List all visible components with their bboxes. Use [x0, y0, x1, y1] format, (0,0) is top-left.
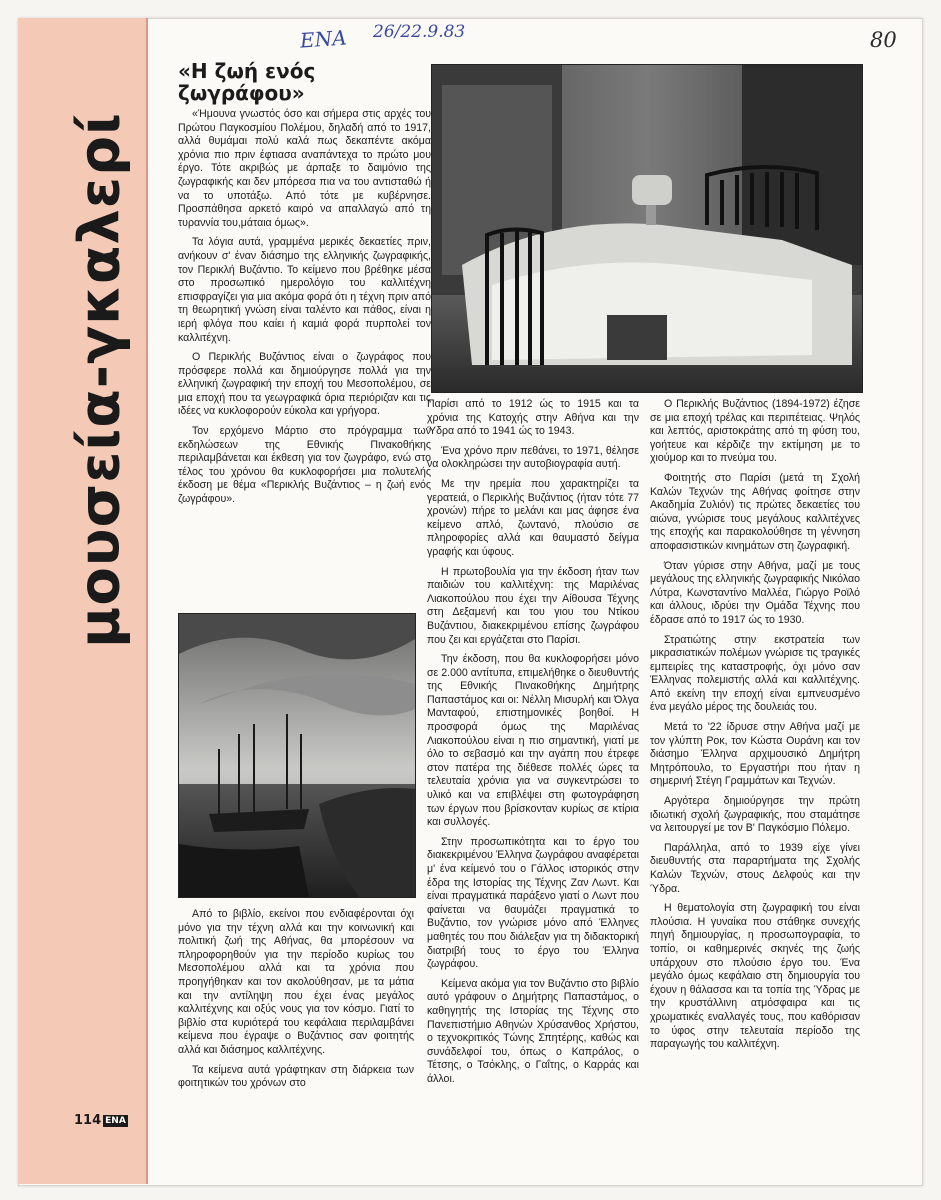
- paragraph: Ο Περικλής Βυζάντιος (1894-1972) έζησε σε μια εποχή τρέλας και περιπέτειας. Ψηλός και λεπτός, αριστοκράτης από τη φύση του, γοήτευε και κέρδιζε την εκτίμηση με το χιούμορ και το πνεύμα του.: [650, 398, 860, 465]
- footer-logo: ΕΝΑ: [105, 1116, 126, 1126]
- column-3: [650, 398, 860, 1058]
- column-1-top: [178, 108, 431, 513]
- paragraph: Η πρωτοβουλία για την έκδοση ήταν των παιδιών του καλλιτέχνη: της Μαριλένας Λιακοπούλου που έχει την Αίθουσα Τέχνης στη Δεξαμενή και του γιου του Ντίκου Βυζάντιου, διακεκριμένου επίσης ζωγράφου που ζει και εργάζεται στο Παρίσι.: [427, 565, 639, 646]
- paragraph: Τα κείμενα αυτά γράφτηκαν στη διάρκεια των φοιτητικών του χρόνων στο: [178, 1063, 414, 1090]
- paragraph: Ο Περικλής Βυζάντιος είναι ο ζωγράφος που πρόσφερε πολλά και δημιούργησε πολλά για την ελληνική ζωγραφική την εποχή του Μεσοπολέμου, σε μια εποχή που τα γεωγραφικά όρια περιόριζαν και τις ιδέες να κυκλοφορούν εύκολα και γρήγορα.: [178, 351, 431, 418]
- paragraph: Αργότερα δημιούργησε την πρώτη ιδιωτική σχολή ζωγραφικής, που σταμάτησε να λειτουργεί με τον Β' Παγκόσμιο Πόλεμο.: [650, 795, 860, 835]
- paragraph: Στην προσωπικότητα και το έργο του διακεκριμένου Έλληνα ζωγράφου αναφέρεται μ' ένα κείμενό του ο Γάλλος ιστορικός στην έδρα της Ιστορίας της Τέχνης Ζαν Λωντ. Και είναι πραγματικά παράξενο γιατί ο Λωντ που φαίνεται να θαυμάζει πραγματικά το Βυζάντιο, τον γνώρισε μόνο από Έλληνες μαθητές του που διάλεξαν για τη διδακτορική διατριβή τους το έργο του Έλληνα ζωγράφου.: [427, 835, 639, 971]
- paragraph: Φοιτητής στο Παρίσι (μετά τη Σχολή Καλών Τεχνών της Αθήνας φοίτησε στην Ακαδημία Ζυλιόν) τις πρώτες δεκαετίες του αιώνα, γνώρισε τους μεγάλους καλλιτέχνες της εποχής και παρακολούθησε τη γέννηση αποφασιστικών κινημάτων στη ζωγραφική.: [650, 471, 860, 552]
- paragraph: Με την ηρεμία που χαρακτηρίζει τα γερατειά, ο Περικλής Βυζάντιος (ήταν τότε 77 χρονών) πήρε το μελάνι και μας άφησε ένα κείμενο απλό, ζωντανό, πλούσιο σε πληροφορίες αλλά και θαυμαστό δείγμα γραφής και ύφους.: [427, 477, 639, 558]
- strip-divider: [146, 18, 148, 1184]
- paragraph: Παράλληλα, από το 1939 είχε γίνει διευθυντής στα παραρτήματα της Σχολής Καλών Τεχνών, στους Δελφούς και την Ύδρα.: [650, 841, 860, 895]
- paragraph: Τον ερχόμενο Μάρτιο στο πρόγραμμα των εκδηλώσεων της Εθνικής Πινακοθήκης περιλαμβάνεται και έκθεση για τον ζωγράφο, ενώ στο τέλος του χρόνου θα κυκλοφορήσει μια πολυτελής έκδοση με θέμα «Περικλής Βυζάντιος – η ζωή ενός ζωγράφου».: [178, 425, 431, 506]
- bedroom-painting-icon: [432, 65, 862, 392]
- harbor-painting-icon: [179, 614, 415, 897]
- page-footer: [74, 1113, 128, 1128]
- column-1-bottom: [178, 908, 414, 1097]
- paragraph: Παρίσι από το 1912 ώς το 1915 και τα χρόνια της Κατοχής στην Αθήνα και την Ύδρα από το 1941 ώς το 1943.: [427, 398, 639, 438]
- handwritten-date-note: 26/22.9.83: [373, 22, 466, 42]
- paragraph: Από το βιβλίο, εκείνοι που ενδιαφέρονται όχι μόνο για την τέχνη αλλά και την κοινωνική και πολιτική ζωή της Αθήνας, θα μπορέσουν να πληροφορηθούν για την περίοδο κυρίως του Μεσοπολέμου αλλά και τα χρόνια που προηγήθηκαν και τον ακολούθησαν, με τα μάτια και την αντίληψη που έχει ένας μεγάλος καλλιτέχνης και οξύς νους για τον κόσμο. Γιατί το βιβλίο στα κυριότερά του κεφάλαια περιλαμβάνει κείμενα που έγραψε ο Βυζάντιος σαν φοιτητής αλλά και διάσημος καλλιτέχνης.: [178, 908, 414, 1056]
- paragraph: Την έκδοση, που θα κυκλοφορήσει μόνο σε 2.000 αντίτυπα, επιμελήθηκε ο διευθυντής της Εθνικής Πινακοθήκης Δημήτρης Παπαστάμος και οι: Νέλλη Μισυρλή και Όλγα Μανταφού, επιστημονικές βοηθοί. Η προσφορά όμως της Μαριλένας Λιακοπούλου είναι η πιο σημαντική, γιατί με όλο το σεβασμό και την αγάπη που έτρεφε στον πατέρα της διέθεσε πολλές ώρες τα τελευταία χρόνια για να συγκεντρώσει το υλικό και να επιβλέψει στη φωτογράφηση των έργων που βρίσκονταν κυρίως σε κτίρια και συλλογές.: [427, 653, 639, 829]
- paragraph: Η θεματολογία στη ζωγραφική του είναι πλούσια. Η γυναίκα που στάθηκε συνεχής πηγή δημιουργίας, η προσωπογραφία, το τοπίο, οι καθημερινές σκηνές της ζωής υπάρχουν στο πλούσιο έργο του. Ένα μεγάλο όμως κεφάλαιο στη δημιουργία του έχουν η θάλασσα και τα τοπία της Ύδρας με την κρυστάλλινη ατμόσφαιρα και τις χρωματικές εναλλαγές τους, που καθόρισαν το ύφος στην τελευταία περίοδο της παραγωγής του καλλιτέχνη.: [650, 902, 860, 1051]
- paragraph: Μετά το '22 ίδρυσε στην Αθήνα μαζί με τον γλύπτη Ροκ, τον Κώστα Ουράνη και τον διάσημο Έλληνα αρχιμουσικό Δημήτρη Μητρόπουλο, το Εργαστήρι που ήταν η σημερινή Στέγη Γραμμάτων και Τεχνών.: [650, 721, 860, 788]
- handwritten-magazine-note: ΕΝΑ: [299, 25, 348, 53]
- article-headline: «Η ζωή ενός ζωγράφου»: [178, 59, 316, 105]
- bedroom-painting-photo: [431, 64, 863, 393]
- section-title-text: μουσεία-γκαλερί: [67, 112, 133, 648]
- paragraph: Τα λόγια αυτά, γραμμένα μερικές δεκαετίες πριν, ανήκουν σ' έναν διάσημο της ελληνικής ζωγραφικής, τον Περικλή Βυζάντιο. Το κείμενο που βρέθηκε μέσα στο προσωπικό ημερολόγιο του καλλιτέχνη επισφραγίζει για μια ακόμα φορά ότι η τέχνη πριν από τη θεωρητική γνώση είναι ταλέντο και πάθος, είναι η ιερή φλόγα που καίει ή καμιά φορά πυρπολεί τον καλλιτέχνη.: [178, 236, 431, 344]
- harbor-painting-photo: [178, 613, 416, 898]
- footer-page-number: 114: [74, 1113, 102, 1128]
- paragraph: «Ήμουνα γνωστός όσο και σήμερα στις αρχές του Πρώτου Παγκοσμίου Πολέμου, δηλαδή από το 1917, αλλά θυμάμαι πολύ καλά πως δεκαπέντε ακόμα χρόνια πιο πριν έφτιασα αναπάντεχα το πρώτο μου έργο. Τότε ακριβώς με άρπαξε το δαιμόνιο της ζωγραφικής και δεν μπόρεσα πια να του αντισταθώ ή να το υποτάξω. Από τότε με κυβέρνησε. Προσπάθησα αρκετό καιρό να απαλλαγώ από τη τυραννία του,μάταια όμως».: [178, 108, 431, 229]
- column-2: [427, 398, 639, 1093]
- paragraph: Όταν γύρισε στην Αθήνα, μαζί με τους μεγάλους της ελληνικής ζωγραφικής Νικόλαο Λύτρα, Κωνσταντίνο Μαλλέα, Γιώργο Ροϊλό και άλλους, ιδρύει την Ομάδα Τέχνης που έδρασε από το 1917 ώς το 1930.: [650, 559, 860, 626]
- paragraph: Στρατιώτης στην εκστρατεία των μικρασιατικών πολέμων γνώρισε τις τραγικές εμπειρίες της καταστροφής, όχι μόνο σαν Έλληνας πολεμιστής αλλά και καλλιτέχνης. Από εκείνη την εποχή είναι εμπνευσμένο ένα μεγάλο μέρος της δουλειάς του.: [650, 633, 860, 714]
- paragraph: Ένα χρόνο πριν πεθάνει, το 1971, θέλησε να ολοκληρώσει την αυτοβιογραφία αυτή.: [427, 444, 639, 471]
- paragraph: Κείμενα ακόμα για τον Βυζάντιο στο βιβλίο αυτό γράφουν ο Δημήτρης Παπαστάμος, ο καθηγητής της Ιστορίας της Τέχνης στο Πανεπιστήμιο Αθηνών Χρύσανθος Χρήστου, ο τεχνοκριτικός Τώνης Σπητέρης, καθώς και συνάδελφοί του, όπως ο Καπράλος, ο Τέτσης, ο Τσόκλης, ο Γαΐτης, ο Καρράς και άλλοι.: [427, 977, 639, 1085]
- handwritten-page-number: 80: [870, 28, 897, 52]
